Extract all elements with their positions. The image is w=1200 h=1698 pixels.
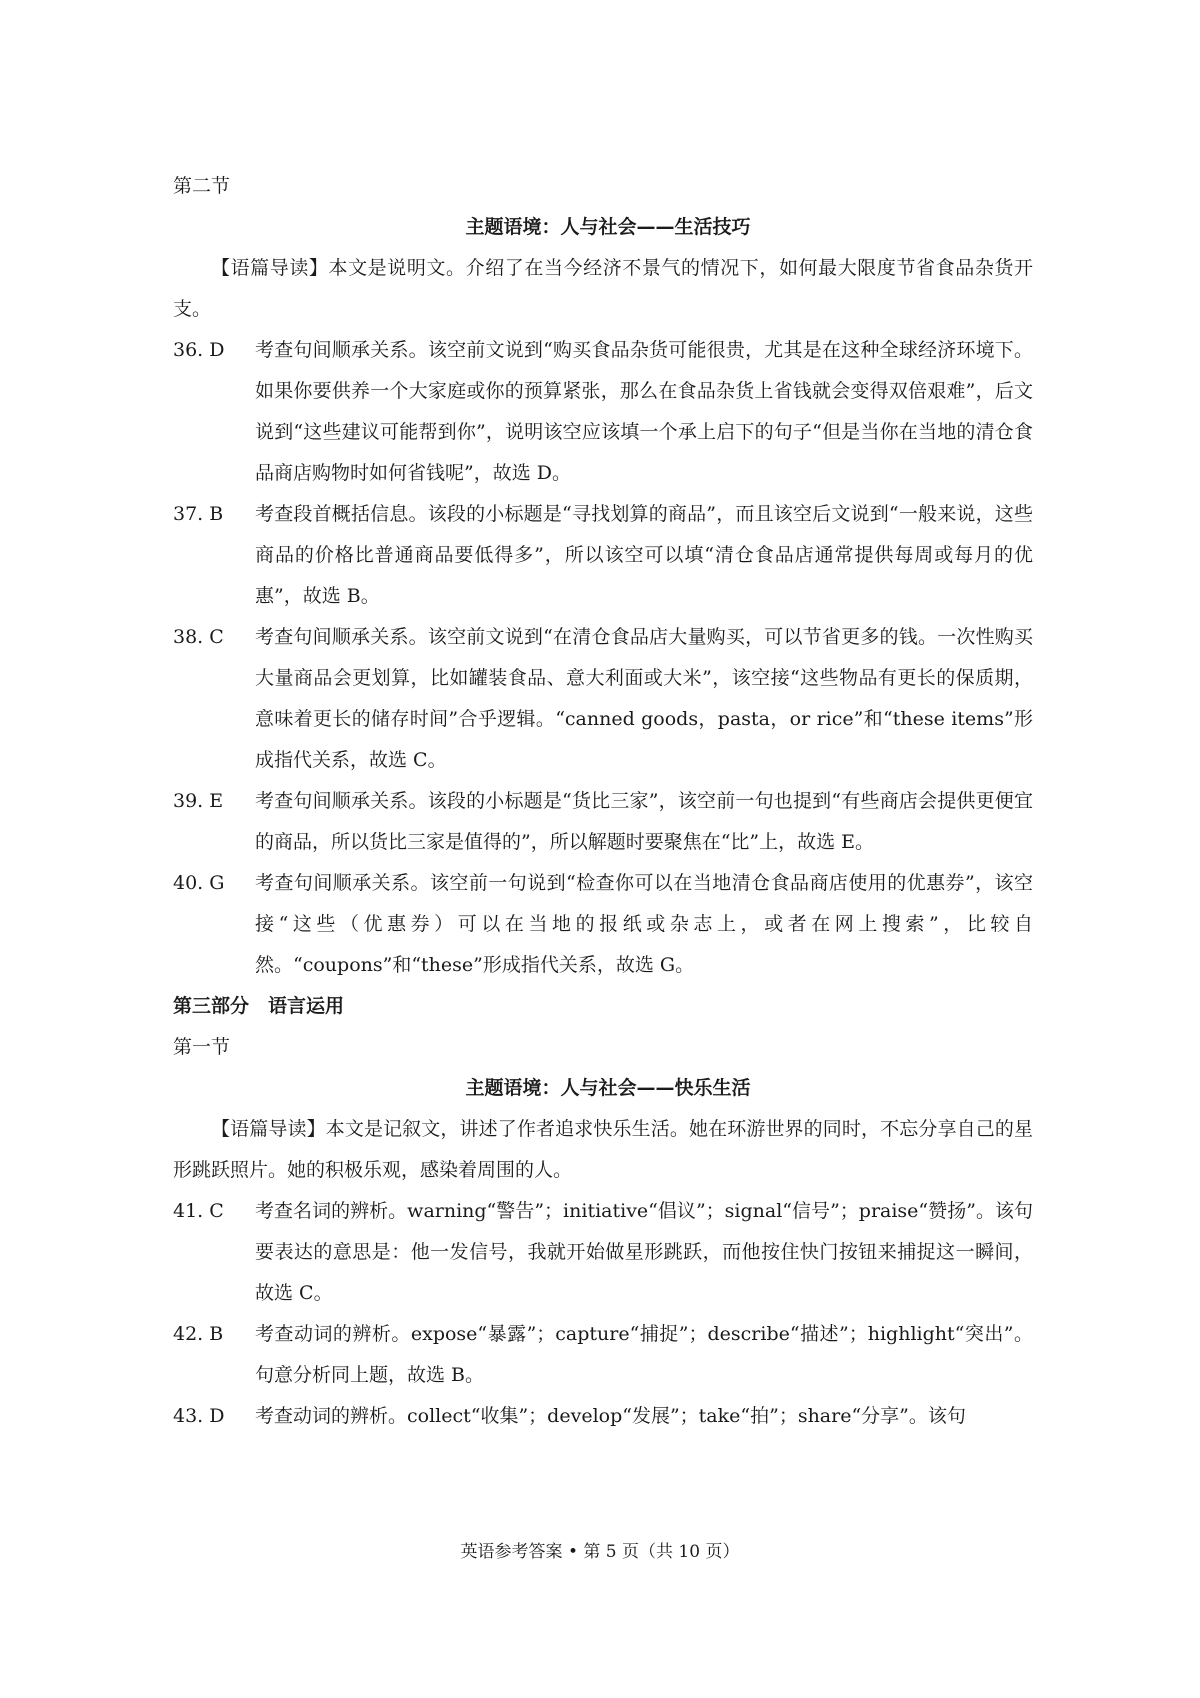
- answer-explanation: 考查句间顺承关系。该空前文说到“购买食品杂货可能很贵，尤其是在这种全球经济环境下。如果你要供养一个大家庭或你的预算紧张，那么在食品杂货上省钱就会变得双倍艰难”，后文说到“这些建议可能帮到你”，说明该空应该填一个承上启下的句子“但是当你在当地的清仓食品商店购物时如何省钱呢”，故选 D。: [255, 339, 1033, 484]
- answer-explanation: 考查句间顺承关系。该空前文说到“在清仓食品店大量购买，可以节省更多的钱。一次性购买大量商品会更划算，比如罐装食品、意大利面或大米”，该空接“这些物品有更长的保质期，意味着更长的储存时间”合乎逻辑。“canned goods，pasta，or rice”和“these items”形成指代关系，故选 C。: [255, 626, 1033, 771]
- answer-explanation: 考查名词的辨析。warning“警告”；initiative“倡议”；signal“信号”；praise“赞扬”。该句要表达的意思是：他一发信号，我就开始做星形跳跃，而他按住快门按钮来捕捉这一瞬间，故选 C。: [255, 1200, 1033, 1304]
- answer-item: [173, 863, 1033, 986]
- answer-number: 37. B: [173, 503, 224, 525]
- page-footer: 英语参考答案 • 第 5 页（共 10 页）: [460, 1542, 740, 1562]
- answer-number: 42. B: [173, 1323, 224, 1345]
- answer-explanation: 考查段首概括信息。该段的小标题是“寻找划算的商品”，而且该空后文说到“一般来说，这些商品的价格比普通商品要低得多”，所以该空可以填“清仓食品店通常提供每周或每月的优惠”，故选 B。: [255, 503, 1033, 607]
- answer-explanation: 考查句间顺承关系。该段的小标题是“货比三家”，该空前一句也提到“有些商店会提供更便宜的商品，所以货比三家是值得的”，所以解题时要聚焦在“比”上，故选 E。: [255, 790, 1033, 853]
- answer-item: [173, 1191, 1033, 1314]
- answer-number: 40. G: [173, 872, 225, 894]
- theme-heading: 主题语境：人与社会——生活技巧: [465, 216, 751, 238]
- answer-number: 43. D: [173, 1405, 225, 1427]
- answer-explanation: 考查动词的辨析。collect“收集”；develop“发展”；take“拍”；share“分享”。该句: [255, 1405, 966, 1427]
- part-title: 第三部分 语言运用: [173, 995, 345, 1017]
- answer-item: [173, 617, 1033, 781]
- section-label: 第一节: [173, 1036, 231, 1058]
- answer-item: [173, 330, 1033, 494]
- answer-explanation: 考查动词的辨析。expose“暴露”；capture“捕捉”；describe“描述”；highlight“突出”。句意分析同上题，故选 B。: [255, 1323, 1033, 1386]
- theme-heading: 主题语境：人与社会——快乐生活: [465, 1077, 751, 1099]
- answer-number: 36. D: [173, 339, 225, 361]
- answer-explanation: 考查句间顺承关系。该空前一句说到“检查你可以在当地清仓食品商店使用的优惠券”，该空接“这些（优惠券）可以在当地的报纸或杂志上，或者在网上搜索”，比较自然。“coupons”和“these”形成指代关系，故选 G。: [255, 872, 1033, 976]
- answer-item: [173, 781, 1033, 863]
- answer-item: [173, 494, 1033, 617]
- section-label: 第二节: [173, 175, 231, 197]
- answer-number: 38. C: [173, 626, 224, 648]
- passage-intro: 【语篇导读】本文是说明文。介绍了在当今经济不景气的情况下，如何最大限度节省食品杂货开支。: [173, 257, 1033, 320]
- answer-item: [173, 1314, 1033, 1396]
- page-content: [173, 166, 1033, 1437]
- passage-intro: 【语篇导读】本文是记叙文，讲述了作者追求快乐生活。她在环游世界的同时，不忘分享自己的星形跳跃照片。她的积极乐观，感染着周围的人。: [173, 1118, 1033, 1181]
- answer-number: 39. E: [173, 790, 224, 812]
- answer-item: [173, 1396, 1033, 1437]
- answer-number: 41. C: [173, 1200, 224, 1222]
